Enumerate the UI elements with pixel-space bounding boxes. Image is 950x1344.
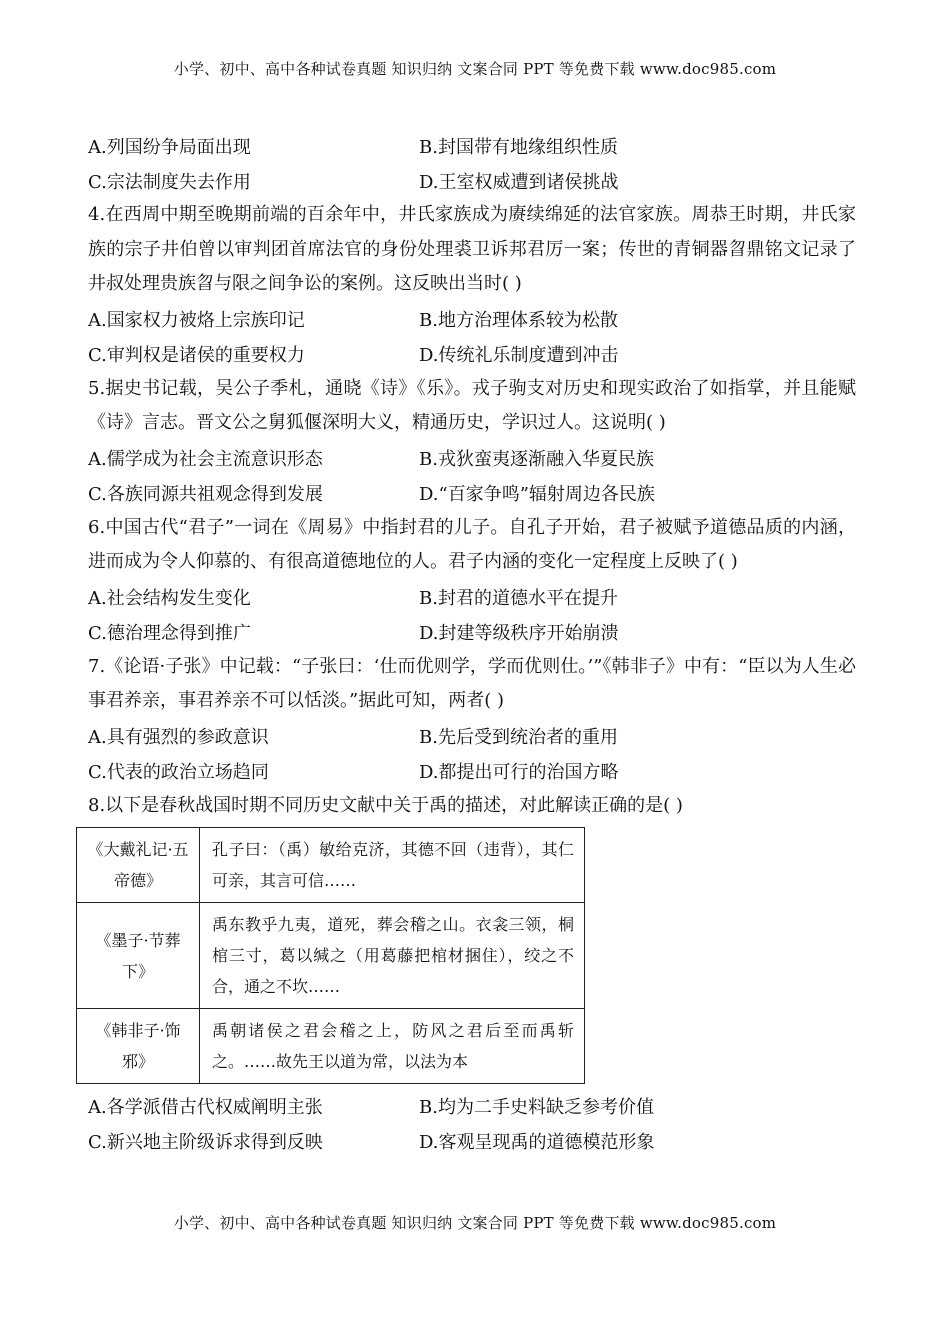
q5-option-d[interactable]: D.“百家争鸣”辐射周边各民族: [419, 484, 655, 505]
q5-option-c[interactable]: C.各族同源共祖观念得到发展: [88, 484, 323, 505]
q3-options-row-1: [88, 128, 856, 163]
q7-option-a[interactable]: A.具有强烈的参政意识: [88, 727, 269, 748]
exam-content: [88, 128, 856, 1158]
q4-option-b[interactable]: B.地方治理体系较为松散: [419, 310, 618, 331]
q8-option-b[interactable]: B.均为二手史料缺乏参考价值: [419, 1096, 654, 1118]
table-row: [77, 903, 585, 1009]
source-text: 禹朝诸侯之君会稽之上，防风之君后至而禹斩之。……故先王以道为常，以法为本: [200, 1009, 585, 1084]
page-footer: 小学、初中、高中各种试卷真题 知识归纳 文案合同 PPT 等免费下载 www.doc985.com: [173, 1214, 777, 1232]
q8-option-a[interactable]: A.各学派借古代权威阐明主张: [88, 1096, 323, 1118]
q6-options-row-1: [88, 580, 856, 615]
q8-option-d[interactable]: D.客观呈现禹的道德模范形象: [419, 1131, 655, 1153]
q8-source-table: [76, 827, 585, 1084]
q5-option-a[interactable]: A.儒学成为社会主流意识形态: [88, 449, 323, 470]
q8-stem: 8.以下是春秋战国时期不同历史文献中关于禹的描述，对此解读正确的是( ): [88, 794, 683, 816]
q4-option-d[interactable]: D.传统礼乐制度遭到冲击: [419, 345, 619, 366]
table-row: [77, 1009, 585, 1084]
q6-option-a[interactable]: A.社会结构发生变化: [88, 588, 251, 609]
q4-option-c[interactable]: C.审判权是诸侯的重要权力: [88, 345, 305, 366]
q7-options-row-1: [88, 719, 856, 754]
source-name: 《大戴礼记·五帝德》: [77, 828, 200, 903]
q6-option-b[interactable]: B.封君的道德水平在提升: [419, 588, 618, 609]
q3-option-d[interactable]: D.王室权威遭到诸侯挑战: [419, 171, 619, 193]
q5-stem: 5.据史书记载，吴公子季札，通晓《诗》《乐》。戎子驹支对历史和现实政治了如指掌，并且能赋《诗》言志。晋文公之舅狐偃深明大义，精通历史，学识过人。这说明( ): [88, 377, 856, 433]
q3-option-a[interactable]: A.列国纷争局面出现: [88, 136, 251, 158]
q7-stem: 7.《论语·子张》中记载：“子张曰：‘仕而优则学，学而优则仕。’”《韩非子》中有：“臣以为人生必事君养亲，事君养亲不可以恬淡。”据此可知，两者( ): [88, 655, 856, 711]
q7-option-c[interactable]: C.代表的政治立场趋同: [88, 762, 269, 783]
q7-option-d[interactable]: D.都提出可行的治国方略: [419, 762, 619, 783]
page-header: 小学、初中、高中各种试卷真题 知识归纳 文案合同 PPT 等免费下载 www.doc985.com: [173, 60, 777, 78]
q4-options-row-1: [88, 302, 856, 337]
q4-options-row-2: [88, 337, 856, 372]
q6-options-row-2: [88, 615, 856, 650]
q5-option-b[interactable]: B.戎狄蛮夷逐渐融入华夏民族: [419, 449, 654, 470]
source-name: 《韩非子·饰邪》: [77, 1009, 200, 1084]
q3-option-b[interactable]: B.封国带有地缘组织性质: [419, 136, 618, 158]
q8-options-row-1: [88, 1088, 856, 1123]
q6-option-d[interactable]: D.封建等级秩序开始崩溃: [419, 623, 619, 644]
q4-stem: 4.在西周中期至晚期前端的百余年中，井氏家族成为赓续绵延的法官家族。周恭王时期，井氏家族的宗子井伯曾以审判团首席法官的身份处理裘卫诉邦君厉一案；传世的青铜器曶鼎铭文记录了井叔处理贵族曶与限之间争讼的案例。这反映出当时( ): [88, 204, 856, 294]
source-text: 孔子曰：（禹）敏给克济，其德不回（违背），其仁可亲，其言可信……: [200, 828, 585, 903]
q8-options-row-2: [88, 1123, 856, 1158]
q6-option-c[interactable]: C.德治理念得到推广: [88, 623, 251, 644]
q5-options-row-2: [88, 476, 856, 511]
q7-options-row-2: [88, 754, 856, 789]
q4-option-a[interactable]: A.国家权力被烙上宗族印记: [88, 310, 305, 331]
q7-option-b[interactable]: B.先后受到统治者的重用: [419, 727, 618, 748]
q5-options-row-1: [88, 441, 856, 476]
q3-options-row-2: [88, 163, 856, 198]
table-row: [77, 828, 585, 903]
source-text: 禹东教乎九夷，道死，葬会稽之山。衣衾三领，桐棺三寸，葛以缄之（用葛藤把棺材捆住），绞之不合，通之不坎……: [200, 903, 585, 1009]
source-name: 《墨子·节葬下》: [77, 903, 200, 1009]
q6-stem: 6.中国古代“君子”一词在《周易》中指封君的儿子。自孔子开始，君子被赋予道德品质的内涵，进而成为令人仰慕的、有很高道德地位的人。君子内涵的变化一定程度上反映了( ): [88, 516, 856, 572]
q8-option-c[interactable]: C.新兴地主阶级诉求得到反映: [88, 1131, 323, 1153]
q3-option-c[interactable]: C.宗法制度失去作用: [88, 171, 251, 193]
